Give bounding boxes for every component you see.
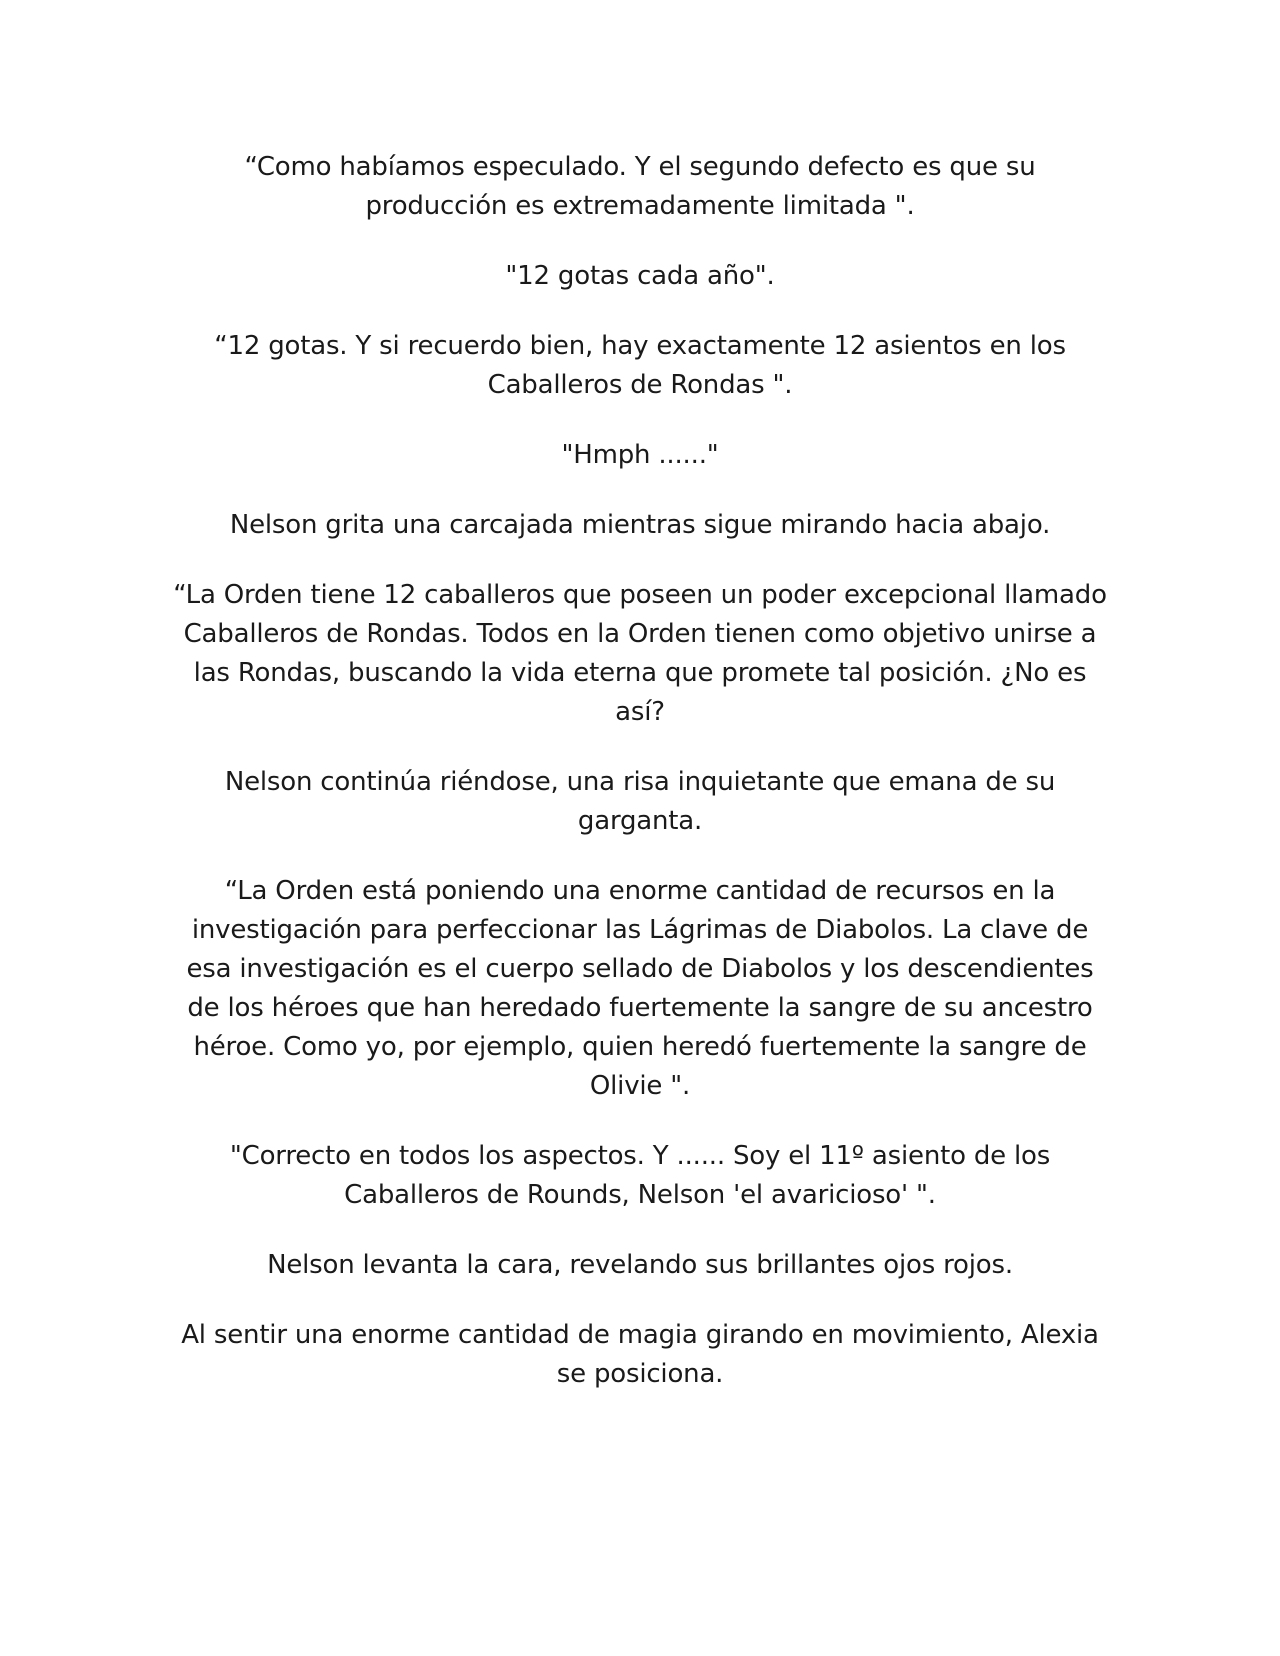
paragraph-1: “Como habíamos especulado. Y el segundo defecto es que su producción es extremadamente limitada ".	[244, 152, 1036, 221]
paragraph-8: “La Orden está poniendo una enorme cantidad de recursos en la investigación para perfeccionar las Lágrimas de Diabolos. La clave de esa investigación es el cuerpo sellado de Diabolos y los descendientes de los héroes que han heredado fuertemente la sangre de su ancestro héroe. Como yo, por ejemplo, quien heredó fuertemente la sangre de Olivie ".	[186, 876, 1094, 1101]
paragraph-2: "12 gotas cada año".	[505, 261, 775, 291]
paragraph-6: “La Orden tiene 12 caballeros que poseen un poder excepcional llamado Caballeros de Rondas. Todos en la Orden tienen como objetivo unirse a las Rondas, buscando la vida eterna que promete tal posición. ¿No es así?	[173, 580, 1107, 727]
paragraph-11: Al sentir una enorme cantidad de magia girando en movimiento, Alexia se posiciona.	[181, 1320, 1099, 1389]
paragraph-3: “12 gotas. Y si recuerdo bien, hay exactamente 12 asientos en los Caballeros de Rondas ".	[214, 331, 1066, 400]
paragraph-7: Nelson continúa riéndose, una risa inquietante que emana de su garganta.	[224, 767, 1056, 836]
paragraph-5: Nelson grita una carcajada mientras sigue mirando hacia abajo.	[229, 510, 1051, 540]
paragraph-10: Nelson levanta la cara, revelando sus brillantes ojos rojos.	[267, 1250, 1013, 1280]
paragraph-9: "Correcto en todos los aspectos. Y ...... Soy el 11º asiento de los Caballeros de Rounds, Nelson 'el avaricioso' ".	[229, 1141, 1051, 1210]
document-body	[170, 148, 1110, 1425]
paragraph-4: "Hmph ......"	[561, 440, 719, 470]
